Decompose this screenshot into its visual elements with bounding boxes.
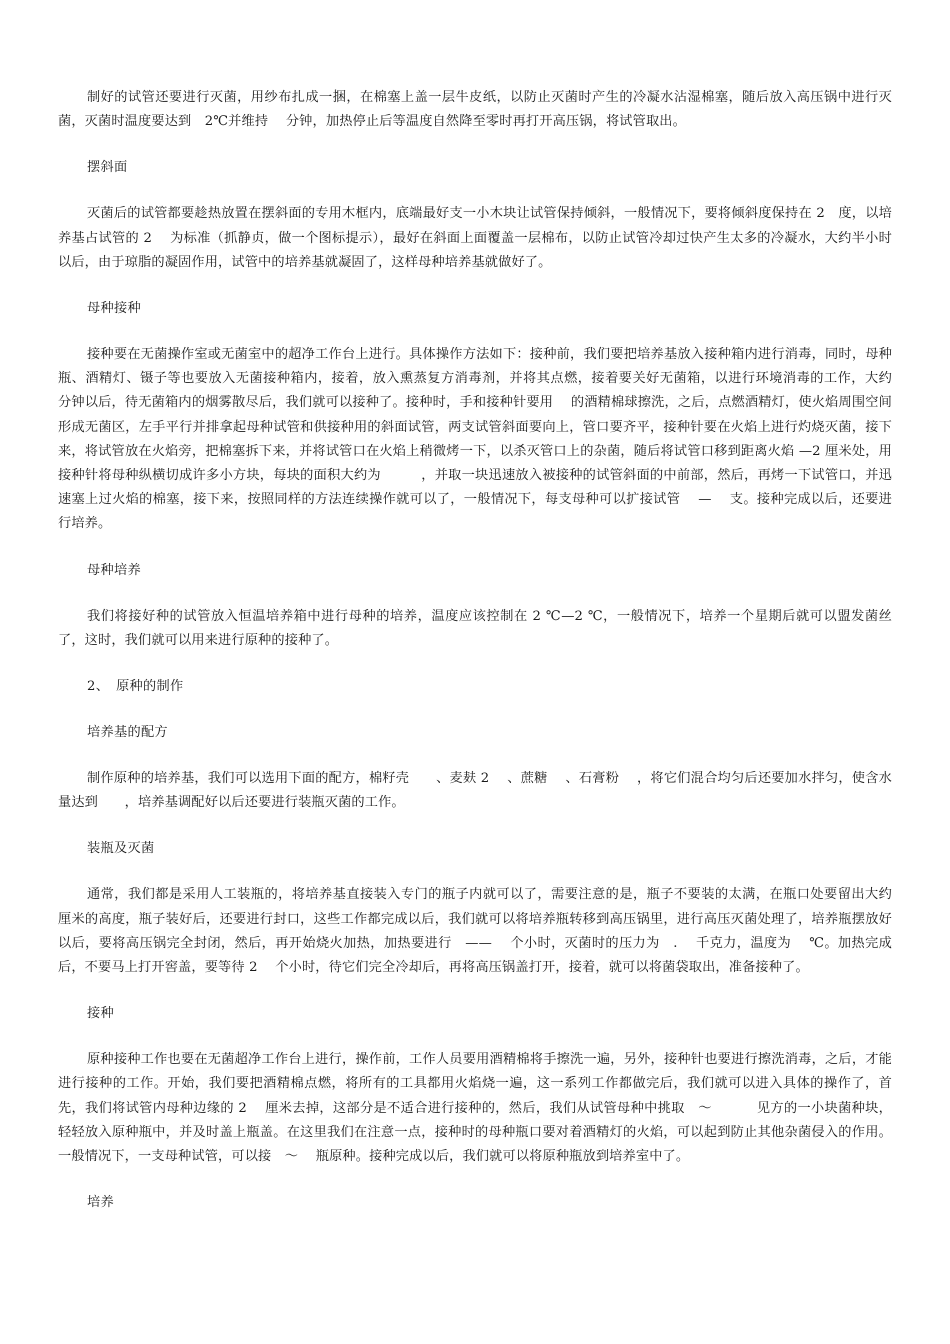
heading-mother-culture: 母种培养 <box>87 562 141 578</box>
paragraph-mother-culture: 我们将接好种的试管放入恒温培养箱中进行母种的培养，温度应该控制在 2 ℃—2 ℃，一般情况下，培养一个星期后就可以盟发菌丝了，这时，我们就可以用来进行原种的接种了。 <box>58 608 892 648</box>
heading-mother-inoculation: 母种接种 <box>87 301 141 317</box>
heading-medium-formula: 培养基的配方 <box>87 725 168 741</box>
paragraph-inoculation: 原种接种工作也要在无菌超净工作台上进行，操作前，工作人员要用酒精棉将手擦洗一遍，另外，接种针也要进行擦洗消毒，之后，才能进行接种的工作。开始，我们要把酒精棉点燃，将所有的工具都用火焰烧一遍，这一系列工作都做完后，我们就可以进入具体的操作了，首先，我们将试管内母种边缘的 2 厘米去掉，这部分是不适合进行接种的，然后，我们从试管母种中挑取 ～ 见方的一小块菌种块，轻轻放入原种瓶中，并及时盖上瓶盖。在这里我们在注意一点，接种时的母种瓶口要对着酒精灯的火焰，可以起到防止其他杂菌侵入的作用。一般情况下，一支母种试管，可以接 ～ 瓶原种。接种完成以后，我们就可以将原种瓶放到培养室中了。 <box>58 1052 892 1165</box>
paragraph-slant: 灭菌后的试管都要趁热放置在摆斜面的专用木框内，底端最好支一小木块让试管保持倾斜，一般情况下，要将倾斜度保持在 2 度，以培养基占试管的 2 为标准（抓静贞，做一个图标提示），最好在斜面上面覆盖一层棉布，以防止试管冷却过快产生太多的冷凝水，大约半小时以后，由于琼脂的凝固作用，试管中的培养基就凝固了，这样母种培养基就做好了。 <box>58 206 892 270</box>
heading-bottling: 装瓶及灭菌 <box>87 841 155 857</box>
heading-original-strain: 2、 原种的制作 <box>87 679 184 695</box>
heading-slant: 摆斜面 <box>87 160 128 176</box>
paragraph-bottling: 通常，我们都是采用人工装瓶的，将培养基直接装入专门的瓶子内就可以了，需要注意的是，瓶子不要装的太满，在瓶口处要留出大约 厘米的高度，瓶子装好后，还要进行封口，这些工作都完成以后，我们就可以将培养瓶转移到高压锅里，进行高压灭菌处理了，培养瓶摆放好以后，要将高压锅完全封闭，然后，再开始烧火加热，加热要进行 —— 个小时，灭菌时的压力为 . 千克力，温度为 ℃。加热完成后，不要马上打开窖盖，要等待 2 个小时，待它们完全冷却后，再将高压锅盖打开，接着，就可以将菌袋取出，准备接种了。 <box>58 887 906 976</box>
document-page <box>58 86 910 1237</box>
heading-culture: 培养 <box>87 1195 114 1211</box>
heading-inoculation: 接种 <box>87 1006 114 1022</box>
paragraph-mother-inoculation: 接种要在无菌操作室或无菌室中的超净工作台上进行。具体操作方法如下：接种前，我们要把培养基放入接种箱内进行消毒，同时，母种瓶、酒精灯、镊子等也要放入无菌接种箱内，接着，放入熏蒸复方消毒剂，并将其点燃，接着要关好无菌箱，以进行环境消毒的工作，大约 分钟以后，待无菌箱内的烟雾散尽后，我们就可以接种了。接种时，手和接种针要用 的酒精棉球擦洗，之后，点燃酒精灯，使火焰周围空间形成无菌区，左手平行并排拿起母种试管和供接种用的斜面试管，两支试管斜面要向上，管口要齐平，接种针要在火焰上进行灼烧灭菌，接下来，将试管放在火焰旁，把棉塞拆下来，并将试管口在火焰上稍微烤一下，以杀灭管口上的杂菌，随后将试管口移到距离火焰 —2 厘米处，用接种针将母种纵横切成许多小方块，每块的面积大约为 ，并取一块迅速放入被接种的试管斜面的中前部，然后，再烤一下试管口，并迅速塞上过火焰的棉塞，接下来，按照同样的方法连续操作就可以了，一般情况下，每支母种可以扩接试管 — 支。接种完成以后，还要进行培养。 <box>58 347 910 532</box>
paragraph-medium-formula: 制作原种的培养基，我们可以选用下面的配方，棉籽壳 、麦麸 2 、蔗糖 、石膏粉 ，将它们混合均匀后还要加水拌匀，使含水量达到 ，培养基调配好以后还要进行装瓶灭菌的工作。 <box>58 771 892 811</box>
paragraph-sterilize-tubes: 制好的试管还要进行灭菌，用纱布扎成一捆，在棉塞上盖一层牛皮纸，以防止灭菌时产生的冷凝水沾湿棉塞，随后放入高压锅中进行灭菌，灭菌时温度要达到 2℃并维持 分钟，加热停止后等温度自然降至零时再打开高压锅，将试管取出。 <box>58 90 892 130</box>
